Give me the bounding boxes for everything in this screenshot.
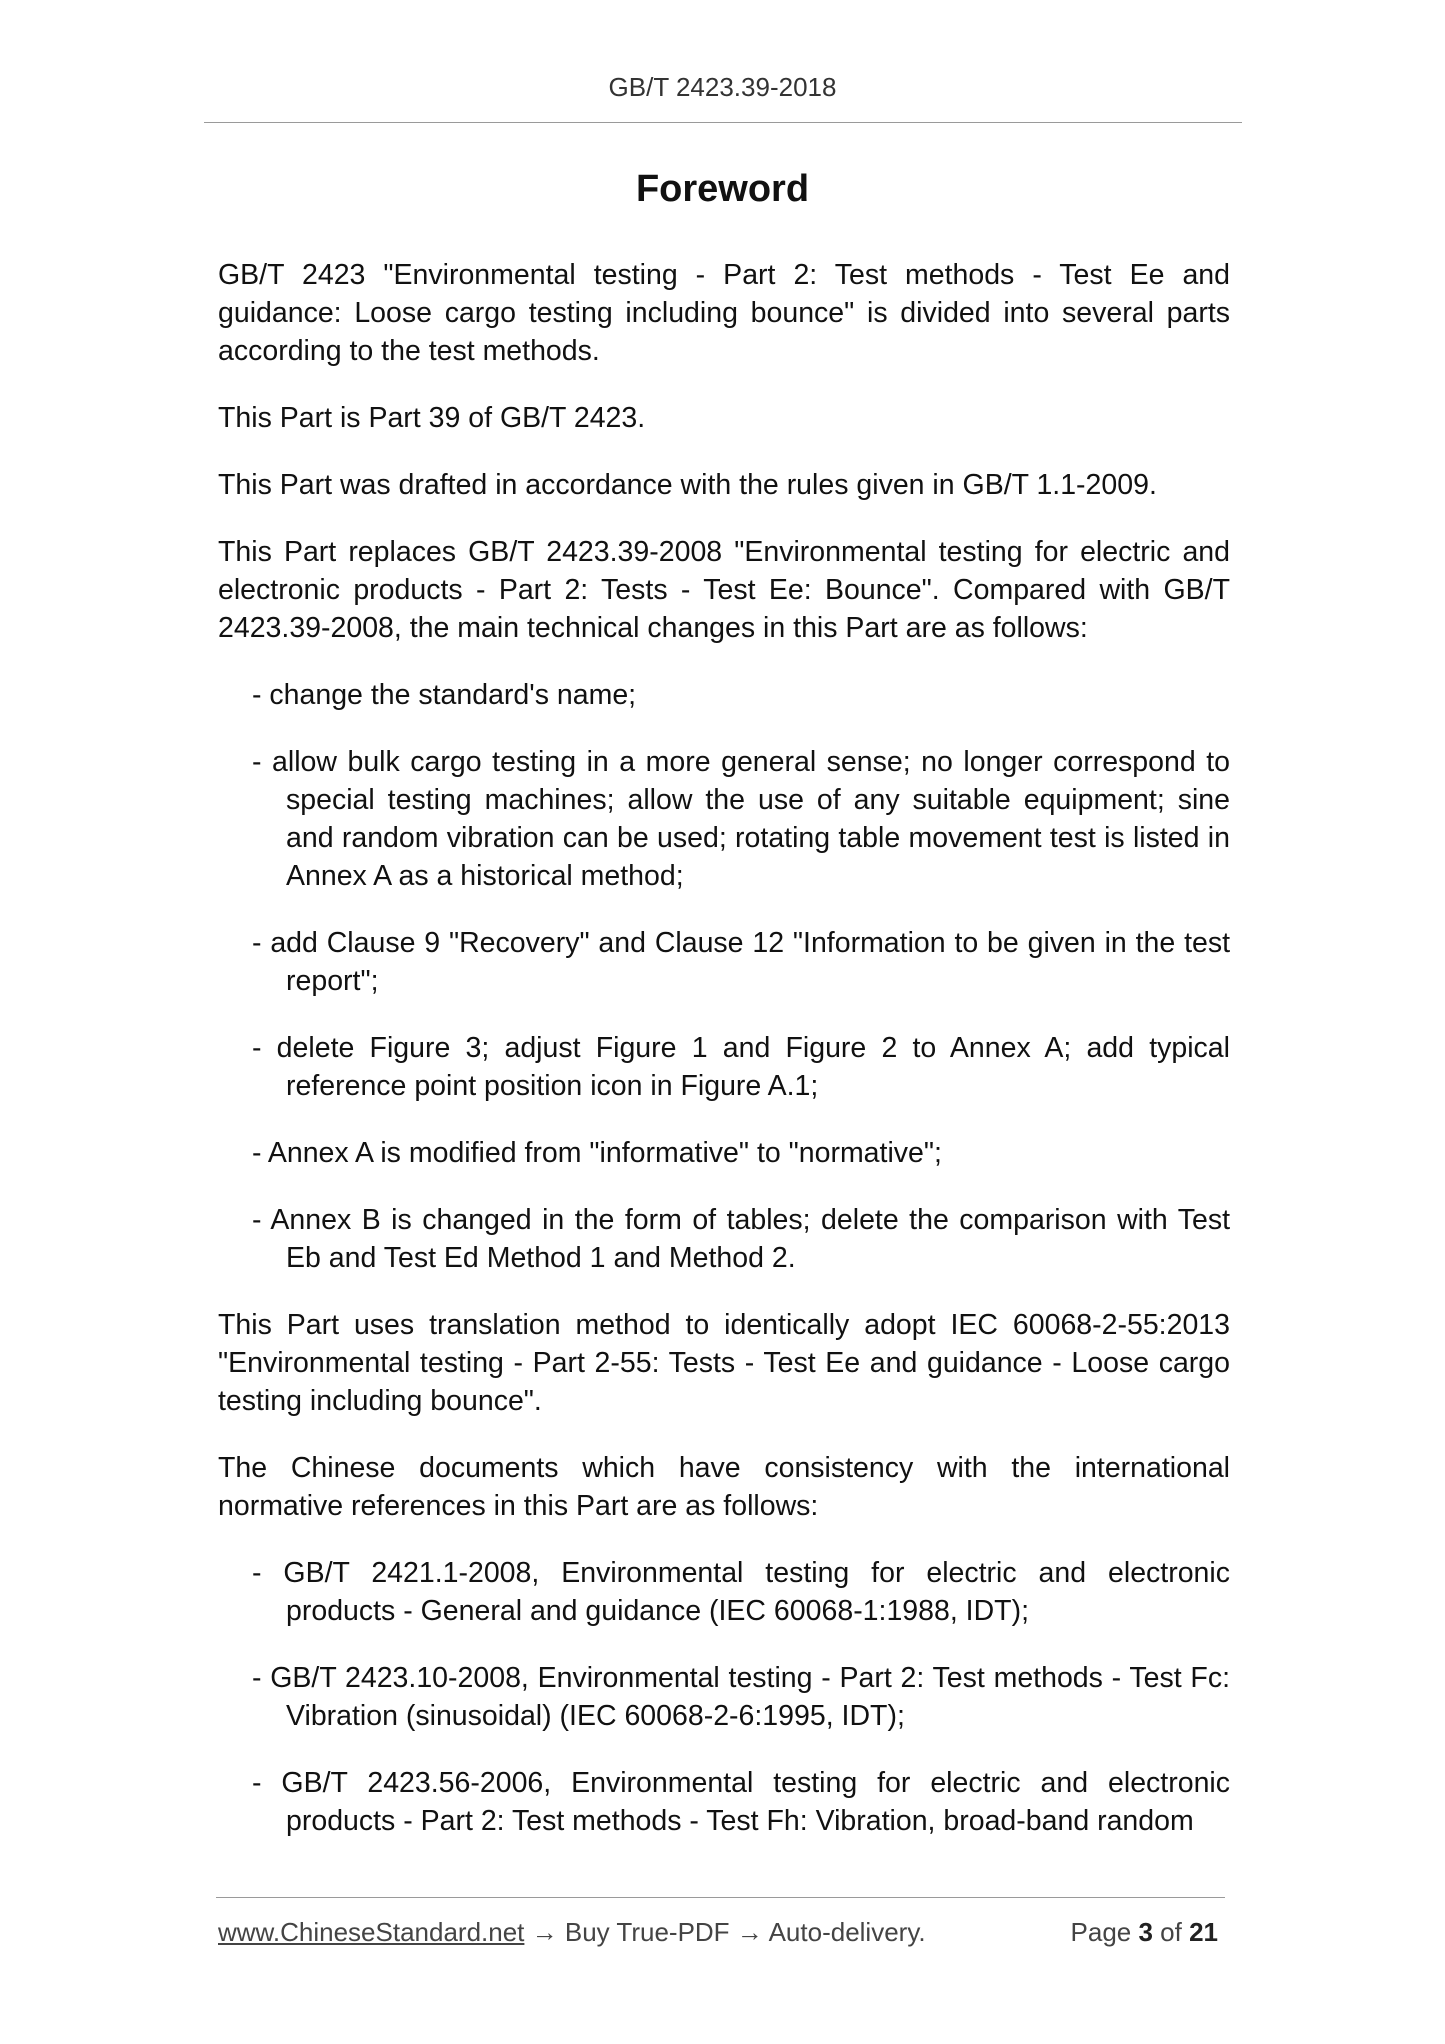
site-link[interactable]: www.ChineseStandard.net — [218, 1917, 525, 1947]
header-divider — [204, 122, 1242, 123]
paragraph-replaces: This Part replaces GB/T 2423.39-2008 "Environmental testing for electric and electronic products - Part 2: Tests - Test Ee: Bounce". Compared with GB/T 2423.39-2008, the main technical changes in this Part are as follows: — [218, 536, 1230, 644]
list-item-change: - add Clause 9 "Recovery" and Clause 12 "Information to be given in the test report"; — [252, 927, 1230, 997]
page-footer — [218, 1917, 1218, 1948]
paragraph-part-number: This Part is Part 39 of GB/T 2423. — [218, 402, 646, 434]
footer-buy-text: → Buy True-PDF — [524, 1917, 737, 1947]
current-page-number: 3 — [1138, 1917, 1153, 1947]
footer-delivery-text: → Auto-delivery. — [736, 1917, 926, 1947]
list-item-change: - allow bulk cargo testing in a more general sense; no longer correspond to special testing machines; allow the use of any suitable equipment; sine and random vibration can be used; rotating table movement test is listed in Annex A as a historical method; — [252, 746, 1230, 892]
document-body — [218, 256, 1230, 1869]
page-title: Foreword — [635, 168, 810, 210]
list-item-reference: - GB/T 2423.10-2008, Environmental testing - Part 2: Test methods - Test Fc: Vibration (sinusoidal) (IEC 60068-2-6:1995, IDT); — [252, 1662, 1230, 1732]
page-label: Page — [1070, 1917, 1139, 1947]
list-item-reference: - GB/T 2423.56-2006, Environmental testing for electric and electronic products - Part 2: Test methods - Test Fh: Vibration, broad-band random — [252, 1767, 1230, 1837]
list-item-change: - change the standard's name; — [252, 679, 637, 711]
paragraph-drafting-rules: This Part was drafted in accordance with the rules given in GB/T 1.1-2009. — [218, 469, 1157, 501]
page-number-info — [1071, 1917, 1218, 1948]
footer-divider — [216, 1897, 1225, 1898]
list-item-change: - delete Figure 3; adjust Figure 1 and Figure 2 to Annex A; add typical reference point position icon in Figure A.1; — [252, 1032, 1230, 1102]
list-item-reference: - GB/T 2421.1-2008, Environmental testing for electric and electronic products - General and guidance (IEC 60068-1:1988, IDT); — [252, 1557, 1230, 1627]
list-item-change: - Annex B is changed in the form of tables; delete the comparison with Test Eb and Test Ed Method 1 and Method 2. — [252, 1204, 1230, 1274]
paragraph-adoption: This Part uses translation method to identically adopt IEC 60068-2-55:2013 "Environmental testing - Part 2-55: Tests - Test Ee and guidance - Loose cargo testing including bounce". — [218, 1309, 1230, 1417]
paragraph-intro: GB/T 2423 "Environmental testing - Part 2: Test methods - Test Ee and guidance: Loose cargo testing including bounce" is divided into several parts according to the test methods. — [218, 259, 1230, 367]
paragraph-consistency: The Chinese documents which have consistency with the international normative references in this Part are as follows: — [218, 1452, 1230, 1522]
total-page-count: 21 — [1189, 1917, 1218, 1947]
of-label: of — [1152, 1917, 1190, 1947]
list-item-change: - Annex A is modified from "informative" to "normative"; — [252, 1137, 942, 1169]
page-header: GB/T 2423.39-2018 — [608, 72, 837, 102]
